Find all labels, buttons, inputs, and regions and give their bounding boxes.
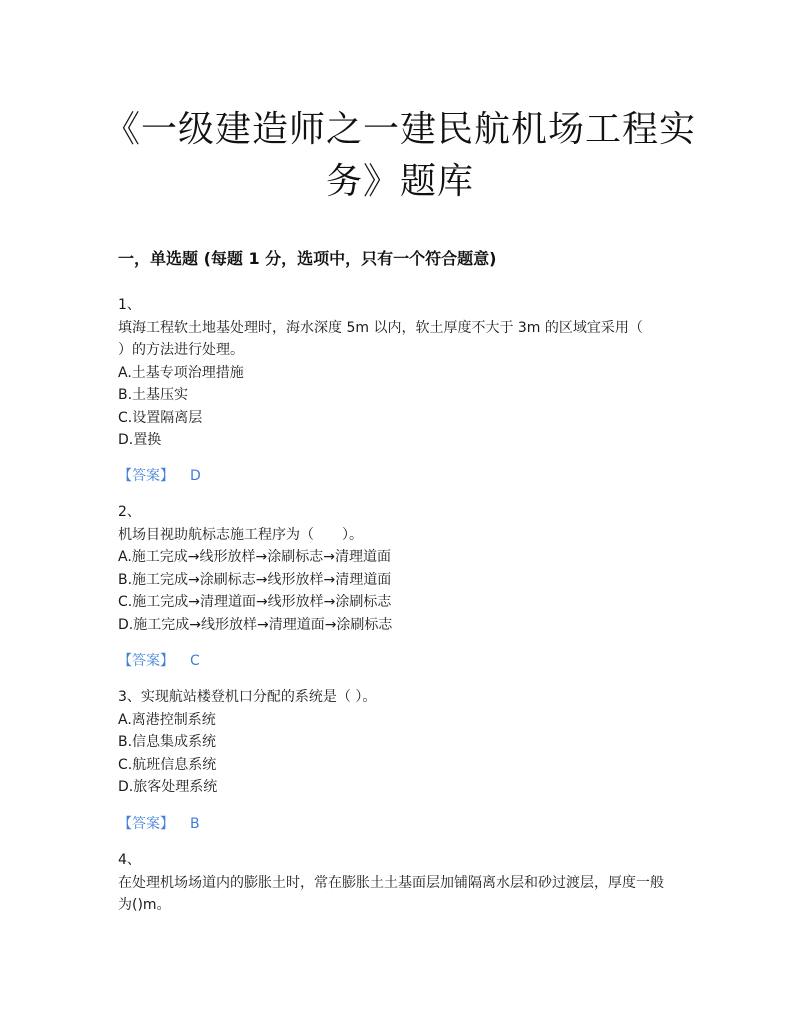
- question-number: 2、: [118, 504, 141, 520]
- option-d: D.施工完成→线形放样→清理道面→涂刷标志: [118, 616, 393, 633]
- option-b: B.土基压实: [118, 387, 189, 403]
- option-c: C.航班信息系统: [118, 756, 217, 773]
- answer-value: D: [190, 468, 201, 484]
- document-title: [0, 104, 800, 208]
- option-b: B.信息集成系统: [118, 734, 217, 750]
- answer-1: [118, 465, 201, 485]
- question-number: 4、: [118, 852, 141, 868]
- option-d: D.旅客处理系统: [118, 779, 218, 795]
- answer-label: 【答案】: [118, 816, 174, 832]
- answer-2: [118, 650, 200, 670]
- option-a: A.施工完成→线形放样→涂刷标志→清理道面: [118, 549, 391, 565]
- option-a: A.离港控制系统: [118, 711, 216, 728]
- option-c: C.设置隔离层: [118, 409, 203, 426]
- question-text: 在处理机场场道内的膨胀土时，常在膨胀土土基面层加铺隔离水层和砂过渡层，厚度一般: [118, 874, 664, 891]
- question-3: [118, 686, 698, 799]
- question-2: [118, 501, 698, 636]
- option-a: A.土基专项治理措施: [118, 364, 244, 381]
- title-line-2: 务》题库: [325, 161, 474, 202]
- option-d: D.置换: [118, 432, 162, 448]
- question-text: 实现航站楼登机口分配的系统是（ ）。: [140, 689, 377, 705]
- option-c: C.施工完成→清理道面→线形放样→涂刷标志: [118, 594, 392, 610]
- question-text: 机场目视助航标志施工程序为（ ）。: [118, 526, 363, 543]
- question-number: 3、: [118, 689, 141, 705]
- option-b: B.施工完成→涂刷标志→线形放样→清理道面: [118, 571, 392, 588]
- title-line-1: 《一级建造师之一建民航机场工程实: [103, 109, 696, 150]
- answer-value: C: [190, 653, 200, 669]
- answer-label: 【答案】: [118, 468, 174, 484]
- section-heading: 一，单选题 (每题 1 分，选项中，只有一个符合题意): [118, 249, 497, 268]
- question-text-continued: ）的方法进行处理。: [118, 342, 244, 358]
- answer-value: B: [190, 816, 200, 832]
- question-stem: [118, 686, 698, 709]
- answer-label: 【答案】: [118, 653, 174, 669]
- answer-3: [118, 813, 200, 833]
- question-4: [118, 849, 698, 917]
- question-number: 1、: [118, 297, 141, 313]
- question-text: 填海工程软土地基处理时，海水深度 5m 以内，软土厚度不大于 3m 的区域宜采用（: [118, 319, 643, 336]
- question-1: [118, 294, 698, 452]
- question-text-continued: 为()m。: [118, 897, 171, 913]
